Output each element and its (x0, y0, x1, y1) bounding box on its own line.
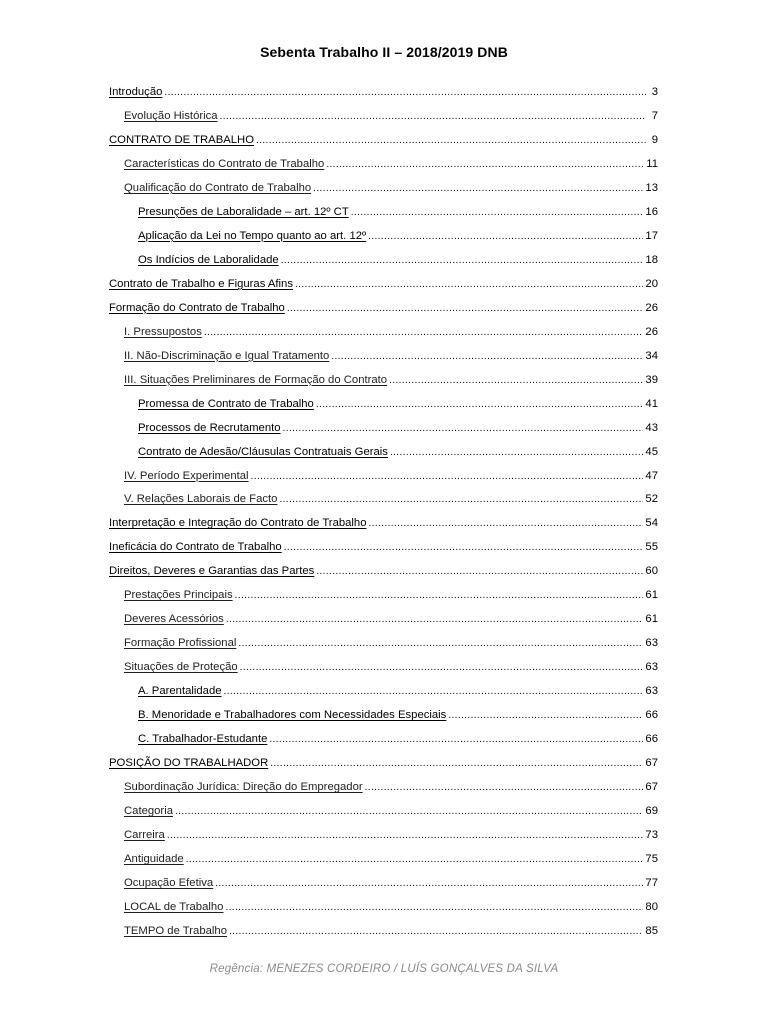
toc-entry-label[interactable]: Contrato de Adesão/Cláusulas Contratuais Gerais (138, 445, 388, 458)
toc-dot-leader (279, 494, 643, 505)
toc-entry-page-number: 7 (651, 109, 658, 122)
toc-entry-page-number: 85 (645, 924, 658, 937)
toc-dot-leader (295, 279, 643, 290)
toc-entry[interactable] (109, 302, 658, 326)
toc-entry[interactable] (109, 733, 658, 757)
toc-dot-leader (313, 183, 643, 194)
toc-dot-leader (240, 662, 644, 673)
toc-entry[interactable] (109, 254, 658, 278)
toc-entry-label[interactable]: LOCAL de Trabalho (124, 900, 224, 913)
toc-entry[interactable] (109, 589, 658, 613)
toc-entry-label[interactable]: II. Não-Discriminação e Igual Tratamento (124, 349, 330, 362)
toc-entry[interactable] (109, 278, 658, 302)
toc-dot-leader (365, 782, 644, 793)
toc-entry-label[interactable]: Deveres Acessórios (124, 613, 224, 626)
toc-dot-leader (269, 734, 643, 745)
toc-entry-label[interactable]: TEMPO de Trabalho (124, 924, 227, 937)
toc-dot-leader (368, 231, 643, 242)
toc-entry-label[interactable]: Contrato de Trabalho e Figuras Afins (109, 277, 293, 290)
toc-dot-leader (369, 518, 644, 529)
toc-entry[interactable] (109, 398, 658, 422)
toc-entry-page-number: 43 (645, 421, 658, 434)
toc-dot-leader (351, 207, 644, 218)
toc-entry[interactable] (109, 853, 658, 877)
toc-entry[interactable] (109, 470, 658, 494)
toc-entry-label[interactable]: Direitos, Deveres e Garantias das Partes (109, 565, 315, 578)
toc-entry-page-number: 3 (651, 86, 658, 98)
toc-entry-label[interactable]: Evolução Histórica (124, 109, 218, 122)
toc-dot-leader (175, 806, 643, 817)
toc-dot-leader (316, 399, 644, 410)
toc-dot-leader (331, 351, 643, 362)
toc-entry-page-number: 18 (645, 253, 658, 266)
toc-entry[interactable] (109, 517, 658, 541)
toc-dot-leader (284, 542, 644, 553)
toc-entry-page-number: 9 (651, 133, 658, 146)
toc-entry-page-number: 63 (645, 637, 658, 650)
toc-dot-leader (167, 830, 644, 841)
toc-entry[interactable] (109, 206, 658, 230)
toc-entry-page-number: 80 (645, 900, 658, 913)
toc-dot-leader (226, 614, 644, 625)
toc-entry[interactable] (109, 637, 658, 661)
toc-entry-page-number: 67 (645, 757, 658, 770)
toc-entry-label[interactable]: Presunções de Laboralidade – art. 12º CT (138, 205, 349, 218)
toc-entry[interactable] (109, 613, 658, 637)
toc-entry-page-number: 77 (645, 876, 658, 889)
toc-entry[interactable] (109, 326, 658, 350)
toc-entry-label[interactable]: IV. Período Experimental (124, 469, 249, 482)
toc-dot-leader (186, 854, 644, 865)
toc-entry[interactable] (109, 805, 658, 829)
toc-entry-label[interactable]: CONTRATO DE TRABALHO (109, 133, 255, 146)
toc-entry-label[interactable]: III. Situações Preliminares de Formação do Contrato (124, 373, 388, 386)
toc-entry-label[interactable]: Carreira (124, 829, 165, 842)
toc-entry-page-number: 11 (646, 157, 658, 170)
toc-entry-page-number: 34 (645, 349, 658, 362)
toc-dot-leader (215, 878, 643, 889)
toc-entry-label[interactable]: C. Trabalhador-Estudante (138, 733, 268, 746)
toc-entry-label[interactable]: Promessa de Contrato de Trabalho (138, 397, 314, 410)
toc-entry-label[interactable]: Processos de Recrutamento (138, 421, 281, 434)
toc-dot-leader (389, 375, 643, 386)
toc-entry-label[interactable]: Aplicação da Lei no Tempo quanto ao art. 12º (138, 229, 367, 242)
toc-entry-page-number: 54 (645, 517, 658, 530)
toc-entry-label[interactable]: V. Relações Laborais de Facto (124, 493, 278, 506)
toc-entry[interactable] (109, 781, 658, 805)
toc-entry-page-number: 39 (645, 373, 658, 386)
toc-entry[interactable] (109, 350, 658, 374)
toc-dot-leader (448, 710, 643, 721)
toc-entry[interactable] (109, 230, 658, 254)
toc-entry-page-number: 63 (645, 661, 658, 674)
toc-dot-leader (287, 303, 644, 314)
table-of-contents (109, 86, 658, 949)
toc-entry-label[interactable]: Ocupação Efetiva (124, 876, 214, 889)
toc-entry-label[interactable]: B. Menoridade e Trabalhadores com Necessidades Especiais (138, 709, 447, 722)
toc-entry[interactable] (109, 757, 658, 781)
toc-entry[interactable] (109, 158, 658, 182)
toc-entry-label[interactable]: Antiguidade (124, 853, 184, 865)
toc-entry[interactable] (109, 541, 658, 565)
toc-dot-leader (256, 135, 646, 146)
toc-entry[interactable] (109, 901, 658, 925)
toc-dot-leader (224, 686, 644, 697)
toc-entry-label[interactable]: Ineficácia do Contrato de Trabalho (109, 541, 282, 554)
toc-entry[interactable] (109, 685, 658, 709)
toc-entry-label[interactable]: Qualificação do Contrato de Trabalho (124, 181, 312, 194)
toc-dot-leader (204, 327, 644, 338)
toc-entry-label[interactable]: Formação do Contrato de Trabalho (109, 301, 285, 314)
toc-entry-page-number: 73 (645, 829, 658, 842)
toc-dot-leader (220, 111, 646, 122)
toc-entry-label[interactable]: I. Pressupostos (124, 325, 202, 338)
toc-entry-label[interactable]: Prestações Principais (124, 589, 233, 602)
toc-dot-leader (238, 638, 643, 649)
toc-entry[interactable] (109, 422, 658, 446)
toc-entry[interactable] (109, 925, 658, 949)
toc-dot-leader (326, 159, 644, 170)
toc-entry[interactable] (109, 110, 658, 134)
toc-dot-leader (316, 566, 643, 577)
toc-dot-leader (390, 447, 643, 458)
toc-entry[interactable] (109, 565, 658, 589)
toc-entry-label[interactable]: POSIÇÃO DO TRABALHADOR (109, 757, 269, 770)
toc-entry-label[interactable]: Características do Contrato de Trabalho (124, 157, 325, 170)
toc-entry-label[interactable]: Subordinação Jurídica: Direção do Empregador (124, 781, 363, 794)
toc-entry[interactable] (109, 877, 658, 901)
toc-entry-page-number: 66 (645, 709, 658, 722)
toc-entry-label[interactable]: Introdução (109, 86, 163, 98)
toc-entry-label[interactable]: A. Parentalidade (138, 685, 222, 698)
toc-dot-leader (283, 423, 644, 434)
toc-entry-page-number: 63 (645, 685, 658, 698)
toc-entry-page-number: 69 (645, 805, 658, 818)
toc-entry-label[interactable]: Situações de Proteção (124, 661, 238, 674)
toc-entry-page-number: 60 (645, 565, 658, 578)
toc-entry-page-number: 66 (645, 733, 658, 746)
toc-entry-page-number: 61 (645, 613, 658, 626)
toc-entry-page-number: 26 (645, 301, 658, 314)
toc-entry-page-number: 47 (645, 469, 658, 482)
toc-entry-page-number: 20 (645, 277, 658, 290)
toc-entry-page-number: 61 (645, 589, 658, 602)
toc-entry-page-number: 26 (645, 325, 658, 338)
toc-entry-page-number: 75 (645, 853, 658, 865)
toc-dot-leader (164, 87, 646, 98)
toc-entry[interactable] (109, 374, 658, 398)
toc-dot-leader (229, 926, 643, 937)
toc-entry-label[interactable]: Formação Profissional (124, 637, 237, 650)
toc-entry-label[interactable]: Interpretação e Integração do Contrato de Trabalho (109, 517, 367, 530)
toc-entry-page-number: 52 (645, 493, 658, 506)
toc-dot-leader (225, 902, 643, 913)
toc-entry-label[interactable]: Categoria (124, 805, 173, 818)
toc-dot-leader (270, 758, 643, 769)
toc-entry-page-number: 55 (645, 541, 658, 554)
toc-entry[interactable] (109, 709, 658, 733)
toc-entry[interactable] (109, 182, 658, 206)
toc-entry-page-number: 13 (645, 181, 658, 194)
toc-entry-label[interactable]: Os Indícios de Laboralidade (138, 253, 279, 266)
toc-dot-leader (251, 471, 644, 482)
toc-entry[interactable] (109, 661, 658, 685)
toc-entry[interactable] (109, 86, 658, 110)
page-footer: Regência: MENEZES CORDEIRO / LUÍS GONÇALVES DA SILVA (209, 963, 559, 975)
toc-entry[interactable] (109, 829, 658, 853)
toc-entry-page-number: 17 (645, 229, 658, 242)
toc-entry[interactable] (109, 134, 658, 158)
toc-entry-page-number: 41 (645, 397, 658, 410)
toc-entry-page-number: 16 (645, 205, 658, 218)
toc-entry[interactable] (109, 493, 658, 517)
toc-dot-leader (281, 255, 644, 266)
toc-entry-page-number: 45 (645, 445, 658, 458)
document-title: Sebenta Trabalho II – 2018/2019 DNB (260, 44, 508, 60)
toc-entry-page-number: 67 (645, 781, 658, 794)
toc-dot-leader (235, 590, 644, 601)
toc-entry[interactable] (109, 446, 658, 470)
